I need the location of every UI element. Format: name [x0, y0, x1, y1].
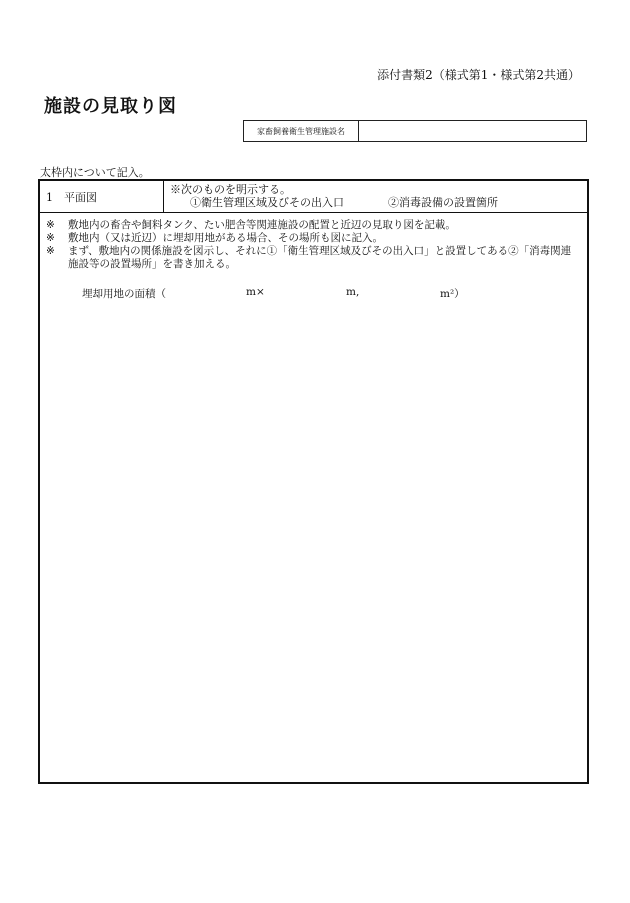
notes-list [40, 213, 587, 271]
note-text: まず、敷地内の関係施設を図示し、それに①「衛生管理区域及びその出入口」と設置してある②「消毒関連施設等の設置場所」を書き加える。 [68, 245, 572, 270]
intro-text: 太枠内について記入。 [40, 166, 150, 179]
instruction-item-1: ①衛生管理区域及びその出入口 [190, 196, 344, 209]
note-mark: ※ [46, 219, 55, 231]
attachment-label: 添付書類2（様式第1・様式第2共通） [377, 68, 580, 82]
instruction-items [170, 196, 587, 209]
note-item [46, 219, 581, 232]
facility-name-box [243, 120, 587, 142]
facility-name-field[interactable] [359, 121, 586, 141]
page-title: 施設の見取り図 [44, 96, 177, 117]
section-instructions [164, 181, 587, 212]
burial-area-label: 埋却用地の面積（ [82, 288, 166, 300]
facility-name-label: 家畜飼養衛生管理施設名 [244, 121, 359, 141]
note-mark: ※ [46, 245, 55, 257]
note-item [46, 245, 581, 271]
note-text: 敷地内（又は近辺）に埋却用地がある場合、その場所も図に記入。 [68, 232, 383, 244]
burial-area-line [40, 286, 587, 301]
drawing-frame [38, 179, 589, 784]
note-mark: ※ [46, 232, 55, 244]
burial-area-unit-2: m, [346, 286, 360, 298]
burial-area-unit-3: m²） [440, 288, 465, 300]
burial-area-unit-1: m× [246, 286, 265, 298]
section-header [40, 181, 587, 213]
section-number-label: 1 平面図 [40, 181, 164, 212]
note-item [46, 232, 581, 245]
instruction-item-2: ②消毒設備の設置箇所 [388, 196, 498, 209]
note-text: 敷地内の畜舎や飼料タンク、たい肥舎等関連施設の配置と近辺の見取り図を記載。 [68, 219, 456, 231]
instruction-text: ※次のものを明示する。 [170, 183, 291, 196]
